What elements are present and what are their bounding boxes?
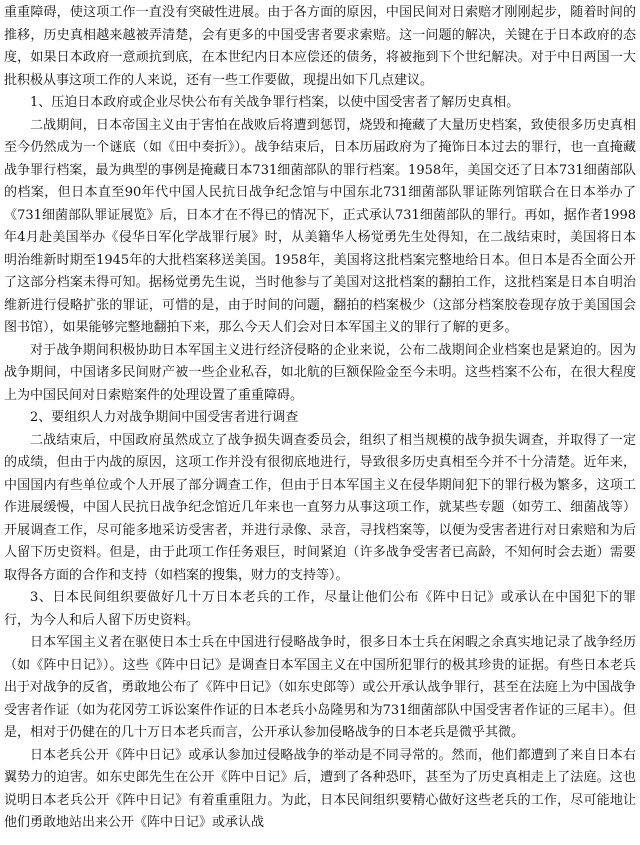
paragraph-veterans-persecution: 日本老兵公开《阵中日记》或承认参加过侵略战争的举动是不同寻常的。然而，他们都遭到了来自日本右翼势力的迫害。如东史郎先生在公开《阵中日记》后，遭到了各种恐吓，甚至为了历史真相走上了法庭。这也说明日本老兵公开《阵中日记》有着重重阻力。为此，日本民间组织要精心做好这些老兵的工作，尽可能地让他们勇敢地站出来公开《阵中日记》或承认战 [4,747,636,830]
paragraph-investigation: 二战结束后，中国政府虽然成立了战争损失调查委员会，组织了相当规模的战争损失调查，并取得了一定的成绩，但由于内战的原因，这项工作并没有很彻底地进行，导致很多历史真相至今并不十分清楚。近年来，中国国内有些单位或个人开展了部分调查工作，但由于日本军国主义在侵华期间犯下的罪行极为繁多，这项工作进展缓慢，中国人民抗日战争纪念馆近几年来也一直努力从事这项工作，就某些专题（如劳工、细菌战等）开展调查工作，尽可能多地采访受害者，并进行录像、录音，寻找档案等，以便为受害者进行对日索赔和为后人留下历史资料。但是，由于此项工作任务艰巨，时间紧迫（许多战争受害者已高龄，不知何时会去逝）需要取得各方面的合作和支持（如档案的搜集，财力的支持等）。 [4,432,636,583]
paragraph-veterans-diaries: 日本军国主义者在驱使日本士兵在中国进行侵略战争时，很多日本士兵在闲暇之余真实地记录了战争经历（如《阵中日记》）。这些《阵中日记》是调查日本军国主义在中国所犯罪行的极其珍贵的证据。有些日本老兵出于对战争的反省，勇敢地公布了《阵中日记》（如东史郎等）或公开承认战争罪行，甚至在法庭上为中国战争受害者作证（如为花冈劳工诉讼案件作证的日本老兵小岛隆男和为731细菌部队中国受害者作证的三尾丰）。但是，相对于仍健在的几十万日本老兵而言，公开承认参加侵略战争的日本老兵是微乎其微。 [4,635,636,740]
heading-section-3: 3、日本民间组织要做好几十万日本老兵的工作，尽量让他们公布《阵中日记》或承认在中国犯下的罪行，为今人和后人留下历史资料。 [4,590,636,628]
heading-section-2: 2、要组织人力对战争期间中国受害者进行调查 [30,410,299,425]
paragraph-archives: 二战期间，日本帝国主义由于害怕在战败后将遭到惩罚，烧毁和掩藏了大量历史档案，致使很多历史真相至今仍然成为一个谜底（如《田中奏折》）。战争结束后，日本历届政府为了掩饰日本过去的罪行，也一直掩藏战争罪行档案，最为典型的事例是掩藏日本731细菌部队的罪行档案。1958年，美国交还了日本731细菌部队的档案，但日本直至90年代中国人民抗日战争纪念馆与中国东北731细菌部队罪证陈列馆联合在日本举办了《731细菌部队罪证展览》后，日本才在不得已的情况下，正式承认731细菌部队的罪行。再如，据作者1998年4月赴美国举办《侵华日军化学战罪行展》时，从美籍华人杨觉勇先生处得知，在二战结束时，美国将日本明治维新时期至1945年的大批档案移送美国。1958年，美国将这批档案完整地给日本。但日本是否全面公开了这部分档案未得可知。据杨觉勇先生说，当时他参与了美国对这批档案的翻拍工作，这批档案是日本自明治维新进行侵略扩张的罪证，可惜的是，由于时间的问题，翻拍的档案极少（这部分档案胶卷现存放于美国国会图书馆），如果能够完整地翻拍下来，那么今天人们会对日本军国主义的罪行了解的更多。 [4,117,636,335]
paragraph-corporate-archives: 对于战争期间积极协助日本军国主义进行经济侵略的企业来说，公布二战期间企业档案也是紧迫的。因为战争期间，中国诸多民间财产被一些企业私吞，如北航的巨额保险金至今未明。这些档案不公布，在很大程度上为中国民间对日索赔案件的处理设置了重重障碍。 [4,342,636,403]
paragraph-intro: 重重障碍，使这项工作一直没有突破性进展。由于各方面的原因，中国民间对日索赔才刚刚起步，随着时间的推移，历史真相越来越被弄清楚，会有更多的中国受害者要求索赔。这一问题的解决，关键在于日本政府的态度，如果日本政府一意顽抗到底，在本世纪内日本应偿还的债务，将被拖到下个世纪解决。对于中日两国一大批积极从事这项工作的人来说，还有一些工作要做，现提出如下几点建议。 [4,5,636,88]
heading-section-1: 1、压迫日本政府或企业尽快公布有关战争罪行档案，以使中国受害者了解历史真相。 [30,95,520,110]
